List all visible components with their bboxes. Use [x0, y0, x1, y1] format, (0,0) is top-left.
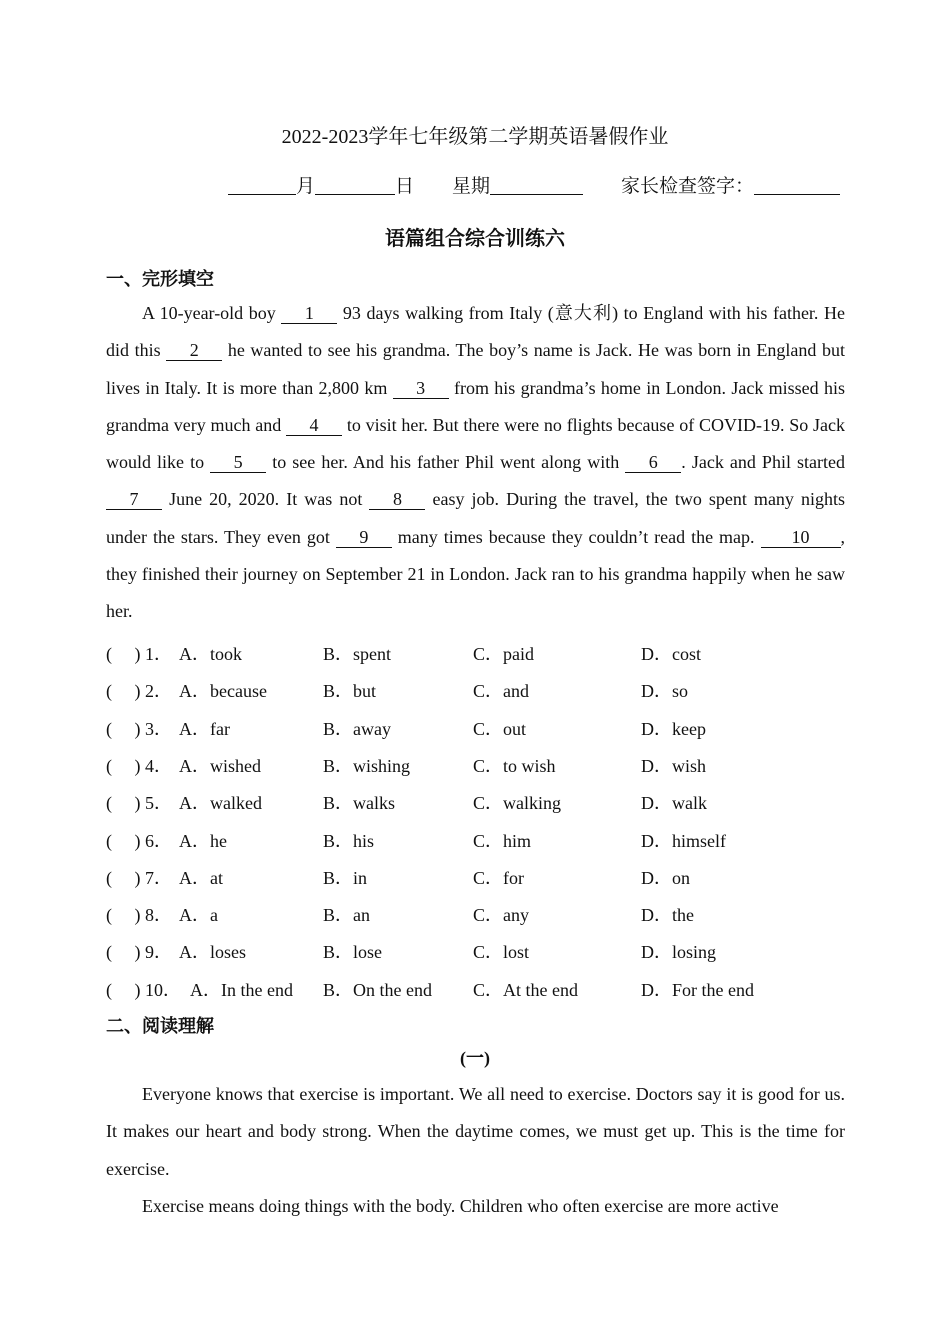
cloze-passage: A 10-year-old boy 1 93 days walking from Italy (意大利) to England with his father. He did this 2 he wanted to see his grandma. The boy’s name is Jack. He was born in England but lives in Italy. It is more than 2,800 km 3 from his grandma’s home in London. Jack missed his grandma very much and 4 to visit her. But there were no flights because of COVID-19. So Jack would like to 5 to see her. And his father Phil went along with 6 . Jack and Phil started 7 June 20, 2020. It was not 8 easy job. During the travel, the two spent many nights under the stars. They even got 9 many times because they couldn’t read the map. 10 , they finished their journey on September 21 in London. Jack ran to his grandma happily when he saw her.: [106, 303, 846, 622]
option-b: B．away: [323, 718, 391, 739]
worksheet-title: 2022-2023学年七年级第二学期英语暑假作业: [281, 126, 669, 148]
option-c: C．out: [473, 718, 527, 739]
reading-paragraph-2: Exercise means doing things with the body. Children who often exercise are more active: [142, 1196, 779, 1216]
option-a: A．walked: [179, 793, 262, 814]
option-c: C．At the end: [473, 979, 578, 1000]
cloze-gap-4[interactable]: 4: [286, 415, 342, 436]
option-b: B．lose: [323, 942, 383, 963]
option-c: C．paid: [473, 644, 534, 664]
option-b: B．wishing: [323, 755, 411, 776]
question-row: [106, 715, 846, 745]
option-b: B．On the end: [323, 979, 432, 1000]
cloze-gap-1[interactable]: 1: [281, 303, 337, 324]
question-row: [106, 976, 846, 1006]
answer-bracket[interactable]: ( ) 5．: [106, 793, 172, 814]
question-row: [106, 864, 846, 894]
option-d: D．losing: [641, 942, 717, 963]
question-row: [106, 901, 846, 931]
question-row: [106, 752, 846, 782]
date-signature-line: [228, 171, 840, 198]
cloze-gap-10[interactable]: 10: [761, 527, 841, 548]
option-c: C．to wish: [473, 755, 556, 776]
option-b: B．his: [323, 830, 375, 851]
cloze-gap-6[interactable]: 6: [625, 452, 681, 473]
answer-bracket[interactable]: ( ) 6．: [106, 830, 172, 851]
option-a: A．a: [179, 905, 218, 926]
option-b: B．in: [323, 867, 368, 888]
option-a: A．loses: [179, 942, 246, 963]
option-d: D．himself: [641, 830, 726, 851]
option-b: B．walks: [323, 793, 395, 814]
option-c: C．for: [473, 867, 524, 888]
weekday-label: 星期: [452, 176, 491, 197]
reading-paragraph-1: Everyone knows that exercise is important. We all need to exercise. Doctors say it is good for us. It makes our heart and body strong. When the daytime comes, we must get up. This is the time for exercise.: [106, 1084, 845, 1179]
cloze-gap-5[interactable]: 5: [210, 452, 266, 473]
option-a: A．far: [179, 718, 230, 739]
option-a: A．he: [179, 830, 227, 851]
day-label: 日: [395, 176, 415, 197]
cloze-gap-3[interactable]: 3: [393, 378, 449, 399]
option-a: A．at: [179, 867, 223, 888]
option-d: D．For the end: [641, 979, 754, 1000]
option-c: C．walking: [473, 793, 561, 814]
option-d: D．on: [641, 867, 690, 888]
option-d: D．the: [641, 905, 694, 926]
cloze-gap-8[interactable]: 8: [369, 489, 425, 510]
option-c: C．lost: [473, 942, 530, 963]
question-row: [106, 938, 846, 968]
month-label: 月: [296, 176, 316, 197]
option-c: C．any: [473, 905, 529, 926]
option-c: C．and: [473, 681, 529, 702]
option-d: D．keep: [641, 718, 706, 739]
reading-heading: 二、阅读理解: [106, 1016, 214, 1036]
option-d: D．walk: [641, 793, 707, 814]
option-a: A．wished: [179, 755, 261, 776]
answer-bracket[interactable]: ( ) 1．: [106, 644, 172, 664]
question-row: [106, 789, 846, 819]
option-b: B．spent: [323, 644, 392, 664]
option-d: D．so: [641, 681, 689, 702]
answer-bracket[interactable]: ( ) 4．: [106, 755, 172, 776]
reading-part-label: (一): [460, 1048, 490, 1068]
parent-signature-blank[interactable]: [754, 174, 840, 195]
option-a: A．took: [179, 644, 242, 664]
option-b: B．an: [323, 905, 370, 926]
option-d: D．cost: [641, 644, 701, 664]
option-c: C．him: [473, 830, 532, 851]
answer-bracket[interactable]: ( ) 8．: [106, 905, 172, 926]
parent-signature-label: 家长检查签字：: [621, 176, 755, 197]
day-blank[interactable]: [315, 174, 395, 195]
cloze-gap-7[interactable]: 7: [106, 489, 162, 510]
cloze-gap-9[interactable]: 9: [336, 527, 392, 548]
cloze-gap-2[interactable]: 2: [166, 340, 222, 361]
option-b: B．but: [323, 681, 377, 702]
option-a: A．In the end: [190, 979, 293, 1000]
option-a: A．because: [179, 681, 267, 702]
answer-bracket[interactable]: ( ) 3．: [106, 718, 172, 739]
question-row: [106, 677, 846, 707]
option-d: D．wish: [641, 755, 707, 776]
answer-bracket[interactable]: ( ) 10．: [106, 979, 181, 1000]
question-row: [106, 640, 846, 670]
weekday-blank[interactable]: [490, 174, 583, 195]
month-blank[interactable]: [228, 174, 296, 195]
answer-bracket[interactable]: ( ) 9．: [106, 942, 172, 963]
answer-bracket[interactable]: ( ) 2．: [106, 681, 172, 702]
exercise-title: 语篇组合综合训练六: [385, 228, 565, 250]
answer-bracket[interactable]: ( ) 7．: [106, 867, 172, 888]
cloze-heading: 一、完形填空: [106, 269, 214, 289]
question-row: [106, 827, 846, 857]
